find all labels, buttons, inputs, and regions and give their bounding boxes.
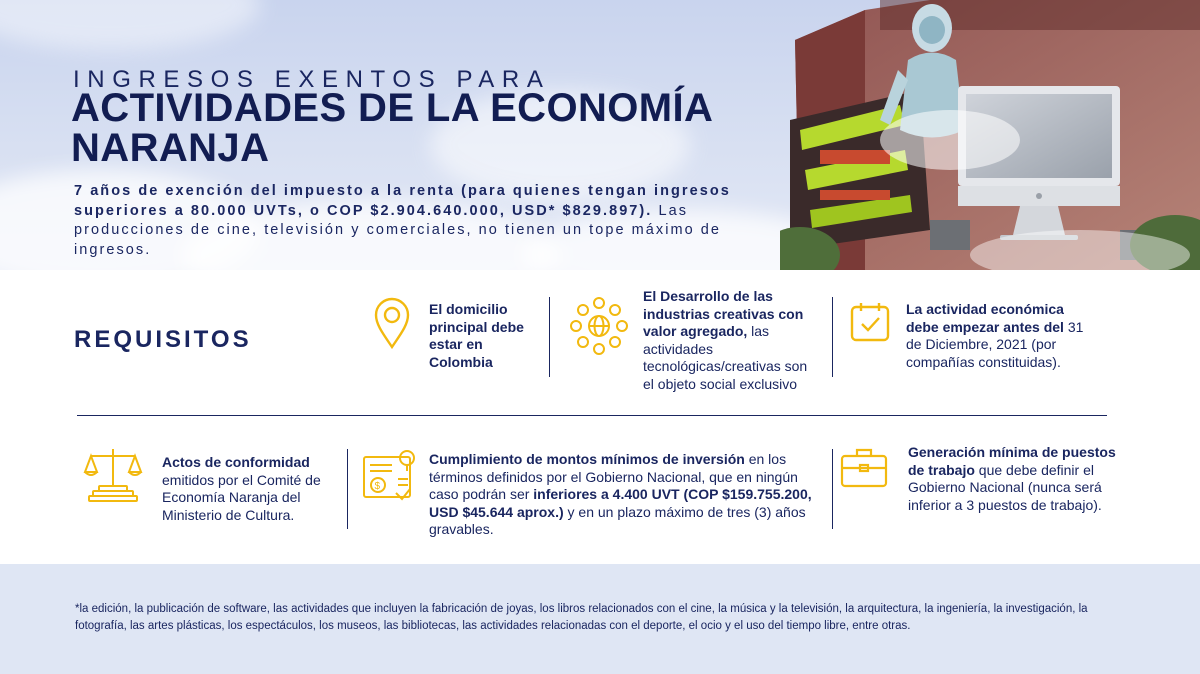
hero-title xyxy=(71,88,791,168)
hero-subtitle: INGRESOS EXENTOS PARA xyxy=(73,66,551,93)
requirement-start-date-bold: La actividad económica debe empezar antes del xyxy=(906,301,1064,335)
svg-text:$: $ xyxy=(374,481,381,492)
hero-title-line1: ACTIVIDADES DE LA ECONOMÍA xyxy=(71,86,714,130)
requirement-investment-bold2: inferiores a 4.400 UVT (COP $159.755.200, USD $45.644 aprox.) xyxy=(429,486,812,520)
requirement-creative-text: las actividades tecnológicas/creativas son el objeto social exclusivo xyxy=(643,323,808,392)
hero-intro-bold: 7 años de exención del impuesto a la renta (para quienes tengan ingresos superiores a 80.000 UVTs, o COP $2.904.640.000, USD* $829.897). xyxy=(74,183,731,219)
requirement-investment xyxy=(429,451,824,539)
requirement-investment-bold: Cumplimiento de montos mínimos de inversión xyxy=(429,451,745,467)
requirement-investment-text: en los términos definidos por el Gobierno Nacional, que en ningún caso podrán ser xyxy=(429,451,798,502)
column-divider xyxy=(832,297,833,377)
requirement-conformity-bold: Actos de conformidad xyxy=(162,454,310,470)
hero-intro xyxy=(74,182,784,260)
requirements-heading: REQUISITOS xyxy=(74,326,252,353)
requirement-conformity-text: emitidos por el Comité de Economía Naranja del Ministerio de Cultura. xyxy=(162,471,321,523)
calendar-check-icon xyxy=(849,301,891,343)
requirement-creative-industries xyxy=(643,288,821,393)
requirement-jobs xyxy=(908,444,1123,514)
requirement-start-date xyxy=(906,301,1086,371)
column-divider xyxy=(832,449,833,529)
scales-of-justice-icon xyxy=(83,446,143,502)
investment-document-icon xyxy=(362,449,418,503)
requirement-domicile-bold: El domicilio principal debe estar en Colombia xyxy=(429,301,524,370)
hero-intro-regular: Las producciones de cine, televisión y comerciales, no tienen un tope máximo de ingresos. xyxy=(74,202,722,258)
requirement-jobs-text: que debe definir el Gobierno Nacional (nunca será inferior a 3 puestos de trabajo). xyxy=(908,461,1102,513)
requirement-domicile xyxy=(429,301,539,371)
cloud-decoration xyxy=(0,0,260,50)
creative-network-icon xyxy=(570,297,628,355)
requirement-investment-text2: y en un plazo máximo de tres (3) años gravables. xyxy=(429,503,806,537)
requirement-start-date-text: 31 de Diciembre, 2021 (por compañías constituidas). xyxy=(906,318,1084,370)
column-divider xyxy=(549,297,550,377)
requirement-creative-bold: El Desarrollo de las industrias creativas con valor agregado, xyxy=(643,288,804,339)
briefcase-icon xyxy=(840,446,888,488)
location-pin-icon xyxy=(372,295,412,351)
hero-banner xyxy=(0,0,1200,270)
hero-title-line2: NARANJA xyxy=(71,126,270,170)
footnote: *la edición, la publicación de software, las actividades que incluyen la fabricación de joyas, los libros relacionados con el cine, la música y la televisión, la arquitectura, la ingeniería, la investigación, la fotografía, las artes plásticas, los espectáculos, los museos, las bibliotecas, las actividades relacionadas con el deporte, el ocio y el uso del tiempo libre, entre otras. xyxy=(75,603,1088,632)
column-divider xyxy=(347,449,348,529)
requirement-jobs-bold: Generación mínima de puestos de trabajo xyxy=(908,444,1116,478)
row-divider xyxy=(77,415,1107,416)
requirement-conformity xyxy=(162,454,342,524)
creative-industry-collage-image xyxy=(780,0,1200,270)
